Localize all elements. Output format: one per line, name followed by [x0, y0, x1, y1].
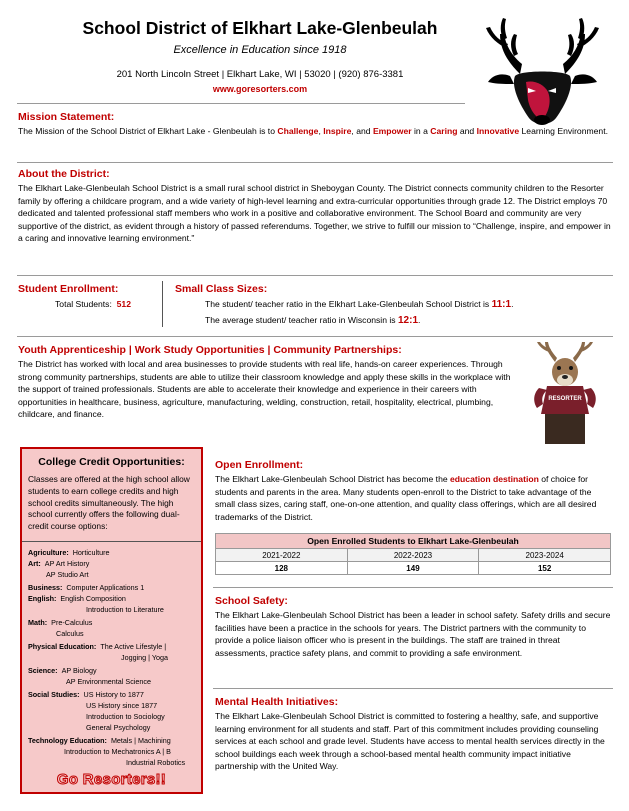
course-english-2: Introduction to Literature: [86, 605, 164, 614]
open-enrollment-table: [215, 533, 611, 575]
college-credit-box: [20, 447, 203, 794]
course-social-studies-3: Introduction to Sociology: [86, 712, 165, 721]
course-science-2: AP Environmental Science: [66, 677, 151, 686]
course-math: Math: Pre-Calculus: [28, 618, 93, 627]
table-header-cell: 2021-2022: [216, 549, 348, 562]
course-business: Business: Computer Applications 1: [28, 583, 145, 592]
table-cell: 152: [479, 562, 611, 575]
divider: [213, 587, 613, 588]
college-credit-intro: Classes are offered at the high school allow students to earn college credits and high school credits simultaneously. The high school currently offers the following dual-credit course options:: [28, 474, 190, 532]
class-sizes-heading: Small Class Sizes:: [175, 283, 268, 295]
course-english: English: English Composition: [28, 594, 126, 603]
mascot-shirt-text: RESORTER: [548, 396, 582, 402]
course-social-studies-2: US History since 1877: [86, 701, 158, 710]
table-title: Open Enrolled Students to Elkhart Lake-Glenbeulah: [216, 534, 611, 549]
tagline: Excellence in Education since 1918: [173, 44, 347, 56]
class-ratio-state: The average student/ teacher ratio in Wisconsin is 12:1.: [205, 315, 421, 326]
course-pe: Physical Education: The Active Lifestyle |: [28, 642, 167, 651]
table-cell: 128: [216, 562, 348, 575]
course-social-studies-4: General Psychology: [86, 723, 151, 732]
website-link[interactable]: www.goresorters.com: [212, 84, 308, 94]
youth-heading: Youth Apprenticeship | Work Study Opportunities | Community Partnerships:: [18, 344, 402, 356]
divider: [22, 541, 201, 542]
course-tech-ed-2: Introduction to Mechatronics A | B: [64, 747, 171, 756]
college-credit-heading: College Credit Opportunities:: [38, 456, 185, 468]
course-art: Art: AP Art History: [28, 559, 90, 568]
course-art-2: AP Studio Art: [46, 570, 89, 579]
mission-text: The Mission of the School District of Elkhart Lake - Glenbeulah is to Challenge, Inspire, and Empower in a Caring and Innovative Learning Environment.: [18, 126, 608, 136]
divider: [17, 162, 613, 163]
youth-text: The District has worked with local and area businesses to provide students with real life, hands-on career experiences. Through strong community partnerships, students are able to utilize their classroom knowledge and apply these skills in the workplace with the support of trained professionals. Students are able to accelerate their knowledge and experience in their careers with opportunities in healthcare, business, agriculture, manufacturing, welding, construction, retail, hospitality, electrical, plumbing, childcare, and finance.: [18, 359, 511, 420]
course-science: Science: AP Biology: [28, 666, 97, 675]
about-text: The Elkhart Lake-Glenbeulah School District is a small rural school district in Sheboygan County. The District connects community children to the Resorter family by offering a childcare program, and a wide variety of high-level learning and extra-curricular opportunities through grade 12. The District employs 70 dedicated and talented professional staff members who work in a positive and collaborative environment. The School Board and community are very supportive of the district, as evident through a history of passed referendums. Together, we strive to fulfill our mission to “Challenge, inspire, and empower in a caring and innovative learning environment.": [18, 183, 611, 244]
class-ratio-district: The student/ teacher ratio in the Elkhart Lake-Glenbeulah School District is 11:1.: [205, 299, 514, 310]
divider: [213, 688, 613, 689]
course-tech-ed: Technology Education: Metals | Machining: [28, 736, 171, 745]
about-heading: About the District:: [18, 168, 110, 180]
enrollment-line: Total Students: 512: [55, 299, 131, 309]
course-tech-ed-3: Industrial Robotics: [126, 758, 186, 767]
safety-heading: School Safety:: [215, 595, 288, 607]
divider: [17, 336, 613, 337]
deer-logo-icon: [470, 14, 615, 134]
course-pe-2: Jogging | Yoga: [121, 653, 169, 662]
open-enrollment-heading: Open Enrollment:: [215, 459, 304, 471]
district-title: School District of Elkhart Lake-Glenbeulah: [82, 18, 438, 38]
divider: [17, 275, 613, 276]
table-header-cell: 2023-2024: [479, 549, 611, 562]
mental-health-heading: Mental Health Initiatives:: [215, 696, 339, 708]
address-line: 201 North Lincoln Street | Elkhart Lake, WI | 53020 | (920) 876-3381: [116, 69, 404, 80]
course-social-studies: Social Studies: US History to 1877: [28, 690, 144, 699]
course-math-2: Calculus: [56, 629, 84, 638]
table-cell: 149: [347, 562, 479, 575]
go-resorters-slogan: Go Resorters!!: [56, 771, 167, 788]
mascot-image: [525, 342, 605, 444]
safety-text: The Elkhart Lake-Glenbeulah School District has been a leader in school safety. Safety drills and secure facilities have been a practice in the schools for years. The District partners with the community to provide a police liaison officer who is present in the buildings. The staff are trained in threat assessments, practice safety plans, and commit to providing a safe environment.: [215, 610, 611, 658]
mission-heading: Mission Statement:: [18, 111, 115, 123]
open-enrollment-text: The Elkhart Lake-Glenbeulah School District has become the education destination of choice for students and parents in the area. Many students open-enroll to the District to take advantage of the small class sizes, caring staff, one-on-one attention, and quality class offerings, which are all desired trademarks of the District.: [215, 474, 597, 522]
course-agriculture: Agriculture: Horticulture: [28, 548, 110, 557]
divider: [17, 103, 465, 104]
enrollment-heading: Student Enrollment:: [18, 283, 119, 295]
mental-health-text: The Elkhart Lake-Glenbeulah School District is committed to fostering a healthy, safe, and supportive learning environment for all students and staff. Part of this commitment includes providing counseling services at each school and grade level. Students have access to mental health services directly in the school buildings each week through a school-based mental health community impact initiative partnership with the United Way.: [215, 711, 605, 772]
table-header-cell: 2022-2023: [347, 549, 479, 562]
vertical-divider: [162, 281, 163, 327]
